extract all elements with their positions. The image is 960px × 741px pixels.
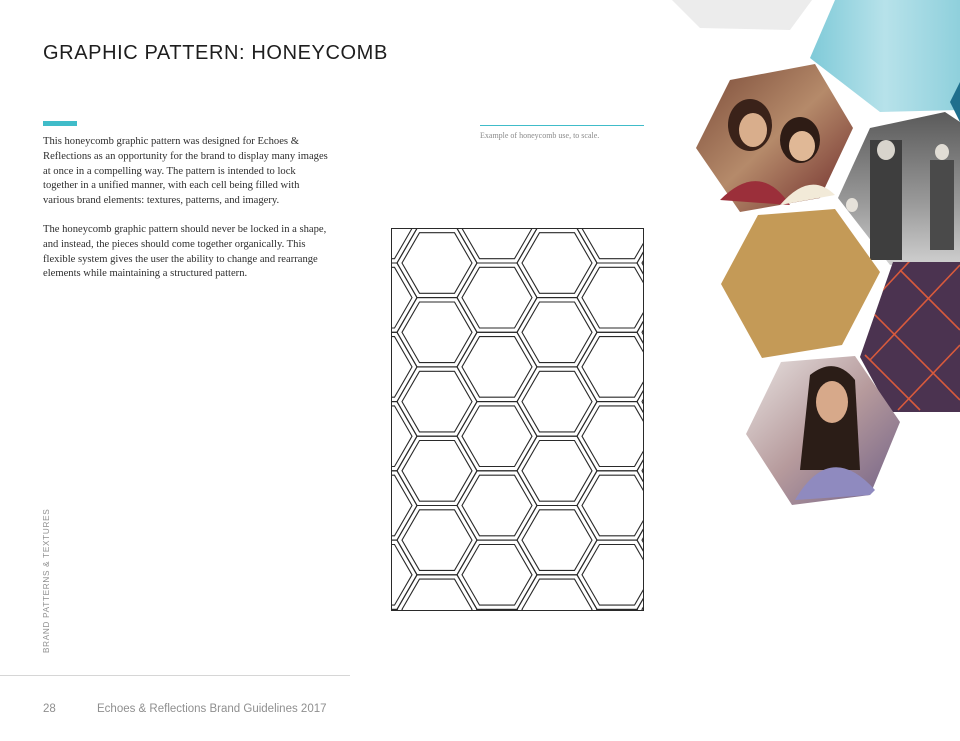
hexagon-outer-outline xyxy=(637,228,644,297)
hexagon-inner-outline xyxy=(582,406,644,467)
hexagon-outer-outline xyxy=(397,506,477,575)
hexagon-inner-outline xyxy=(402,579,472,611)
caption-rule xyxy=(480,125,644,126)
hexagon-outer-outline xyxy=(517,298,597,367)
hexagon-inner-outline xyxy=(522,233,592,294)
hexagon-inner-outline xyxy=(462,228,532,259)
hexagon-outer-outline xyxy=(391,332,417,401)
hexagon-outer-outline xyxy=(577,332,644,401)
hexagon-inner-outline xyxy=(582,475,644,536)
hexagon-outer-outline xyxy=(397,436,477,505)
hexagon-outer-outline xyxy=(391,402,417,471)
hexagon-outer-outline xyxy=(457,471,537,540)
hexagon-inner-outline xyxy=(402,510,472,571)
hexagon-inner-outline xyxy=(462,267,532,328)
hexagon-outer-outline xyxy=(457,332,537,401)
hexagon-inner-outline xyxy=(582,267,644,328)
hexagon-inner-outline xyxy=(522,371,592,432)
hexagon-inner-outline xyxy=(462,406,532,467)
paragraph-2: The honeycomb graphic pattern should never be locked in a shape, and instead, the pieces should come together organically. This flexible system gives the user the ability to change and rearrange elements while maintaining a structured pattern. xyxy=(43,223,327,280)
footer-rule xyxy=(0,675,350,676)
title-accent-bar xyxy=(43,121,77,126)
hexagon-inner-outline xyxy=(391,267,412,328)
hexagon-outer-outline xyxy=(391,471,417,540)
hexagon-outer-outline xyxy=(457,402,537,471)
page-title: GRAPHIC PATTERN: HONEYCOMB xyxy=(43,42,388,64)
hexagon-outer-outline xyxy=(577,471,644,540)
hexagon-outer-outline xyxy=(577,540,644,609)
hexagon-outer-outline xyxy=(457,540,537,609)
hexagon-outer-outline xyxy=(457,263,537,332)
hexagon-outer-outline xyxy=(637,575,644,611)
hexagon-inner-outline xyxy=(522,302,592,363)
hexagon-inner-outline xyxy=(582,337,644,398)
hexagon-inner-outline xyxy=(391,406,412,467)
hexagon-outer-outline xyxy=(391,263,417,332)
hexagon-outer-outline xyxy=(577,263,644,332)
hexagon-inner-outline xyxy=(391,545,412,606)
hexagon-outer-outline xyxy=(397,367,477,436)
hexagon-outer-outline xyxy=(637,436,644,505)
hexagon-inner-outline xyxy=(462,545,532,606)
two-girls-photo-hexagon xyxy=(696,64,853,212)
section-side-label: BRAND PATTERNS & TEXTURES xyxy=(42,508,51,653)
honeycomb-pattern-diagram xyxy=(391,228,644,611)
hexagon-inner-outline xyxy=(462,337,532,398)
hexagon-inner-outline xyxy=(402,233,472,294)
footer-text: Echoes & Reflections Brand Guidelines 2017 xyxy=(97,703,327,715)
hexagon-inner-outline xyxy=(391,337,412,398)
page-number: 28 xyxy=(43,703,56,715)
pattern-caption: Example of honeycomb use, to scale. xyxy=(480,131,600,140)
hexagon-outer-outline xyxy=(391,540,417,609)
hexagon-outer-outline xyxy=(577,228,644,263)
hexagon-outer-outline xyxy=(397,228,477,297)
hexagon-inner-outline xyxy=(402,371,472,432)
hexagon-outer-outline xyxy=(517,506,597,575)
hexagon-outer-outline xyxy=(637,506,644,575)
gold-solid-hexagon xyxy=(721,209,880,358)
hexagon-inner-outline xyxy=(522,510,592,571)
hexagon-inner-outline xyxy=(402,302,472,363)
hexagon-outer-outline xyxy=(397,298,477,367)
paragraph-1: This honeycomb graphic pattern was designed for Echoes & Reflections as an opportunity for the brand to display many images at once in a compelling way. The pattern is intended to lock together in a unified manner, with each cell being filled with various brand elements: textures, patterns, and imagery. xyxy=(43,136,328,207)
hexagon-outer-outline xyxy=(637,298,644,367)
hexagon-inner-outline xyxy=(391,475,412,536)
honeycomb-collage xyxy=(660,0,960,520)
hexagon-inner-outline xyxy=(522,579,592,611)
hexagon-outer-outline xyxy=(517,228,597,297)
hexagon-outer-outline xyxy=(517,367,597,436)
hexagon-outer-outline xyxy=(577,402,644,471)
body-text xyxy=(43,135,333,296)
hexagon-outer-outline xyxy=(517,436,597,505)
hexagon-inner-outline xyxy=(402,441,472,502)
hexagon-inner-outline xyxy=(522,441,592,502)
hexagon-inner-outline xyxy=(462,475,532,536)
paper-texture-hexagon xyxy=(672,0,812,30)
hexagon-outer-outline xyxy=(637,367,644,436)
hexagon-inner-outline xyxy=(582,545,644,606)
